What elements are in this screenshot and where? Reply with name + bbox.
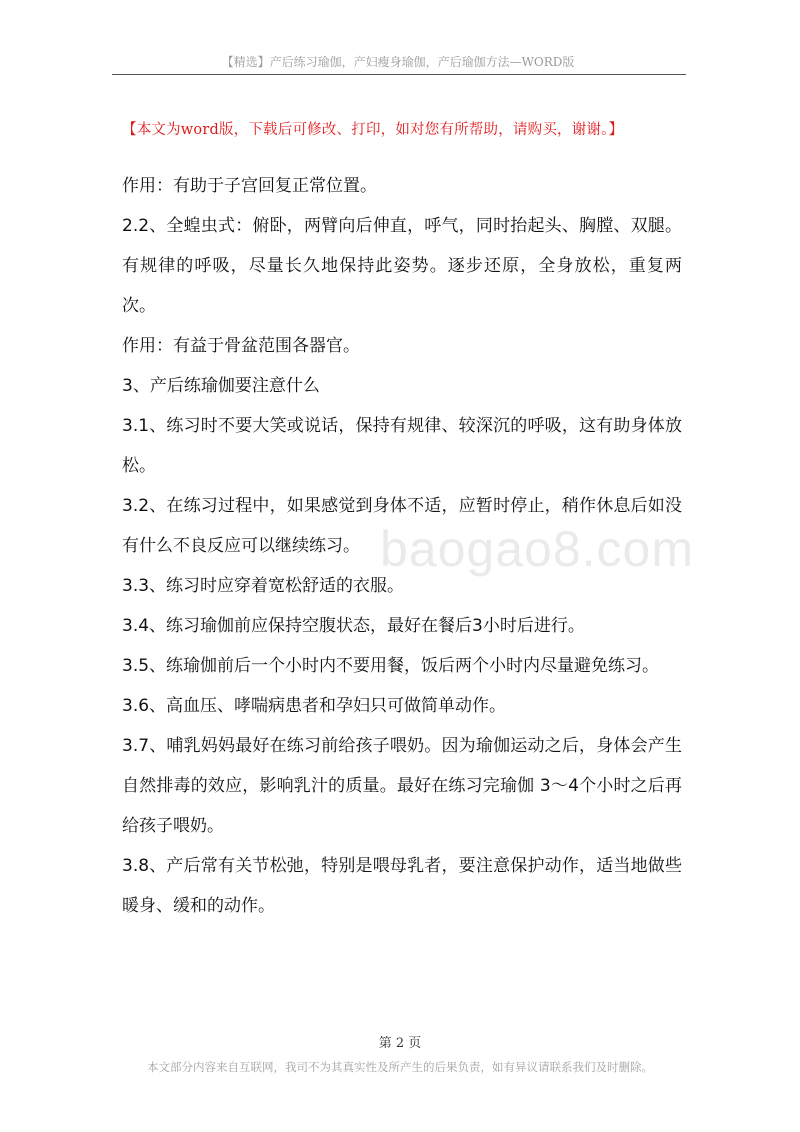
paragraph: 3.7、哺乳妈妈最好在练习前给孩子喂奶。因为瑜伽运动之后，身体会产生自然排毒的效应，影响乳汁的质量。最好在练习完瑜伽 3～4个小时之后再给孩子喂奶。 <box>122 736 682 836</box>
paragraph: 2.2、全蝗虫式：俯卧，两臂向后伸直，呼气，同时抬起头、胸膛、双腿。有规律的呼吸，尽量长久地保持此姿势。逐步还原，全身放松，重复两次。 <box>122 216 682 316</box>
page-footer: 本文部分内容来自互联网，我司不为其真实性及所产生的后果负责，如有异议请联系我们及时删除。 <box>147 1060 653 1074</box>
page-number: 第 2 页 <box>378 1036 422 1051</box>
paragraph: 3.4、练习瑜伽前应保持空腹状态，最好在餐后3小时后进行。 <box>122 616 585 636</box>
paragraph: 3.5、练瑜伽前后一个小时内不要用餐，饭后两个小时内尽量避免练习。 <box>122 656 660 676</box>
download-notice: 【本文为word版，下载后可修改、打印，如对您有所帮助，请购买，谢谢。】 <box>122 122 624 138</box>
paragraph: 作用：有助于子宫回复正常位置。 <box>122 176 377 196</box>
paragraph: 作用：有益于骨盆范围各器官。 <box>122 336 360 356</box>
section-heading: 3、产后练瑜伽要注意什么 <box>122 376 320 396</box>
paragraph: 3.3、练习时应穿着宽松舒适的衣服。 <box>122 576 405 596</box>
page-header: 【精选】产后练习瑜伽，产妇瘦身瑜伽，产后瑜伽方法—WORD版 <box>221 55 575 69</box>
paragraph: 3.8、产后常有关节松弛，特别是喂母乳者，要注意保护动作，适当地做些暖身、缓和的动作。 <box>122 856 682 916</box>
paragraph: 3.2、在练习过程中，如果感觉到身体不适，应暂时停止，稍作休息后如没有什么不良反应可以继续练习。 <box>122 496 682 556</box>
header-divider <box>112 74 686 75</box>
watermark: baogao8.com <box>380 521 695 577</box>
paragraph: 3.1、练习时不要大笑或说话，保持有规律、较深沉的呼吸，这有助身体放松。 <box>122 416 682 476</box>
paragraph: 3.6、高血压、哮喘病患者和孕妇只可做简单动作。 <box>122 696 507 716</box>
document-body <box>122 166 682 926</box>
